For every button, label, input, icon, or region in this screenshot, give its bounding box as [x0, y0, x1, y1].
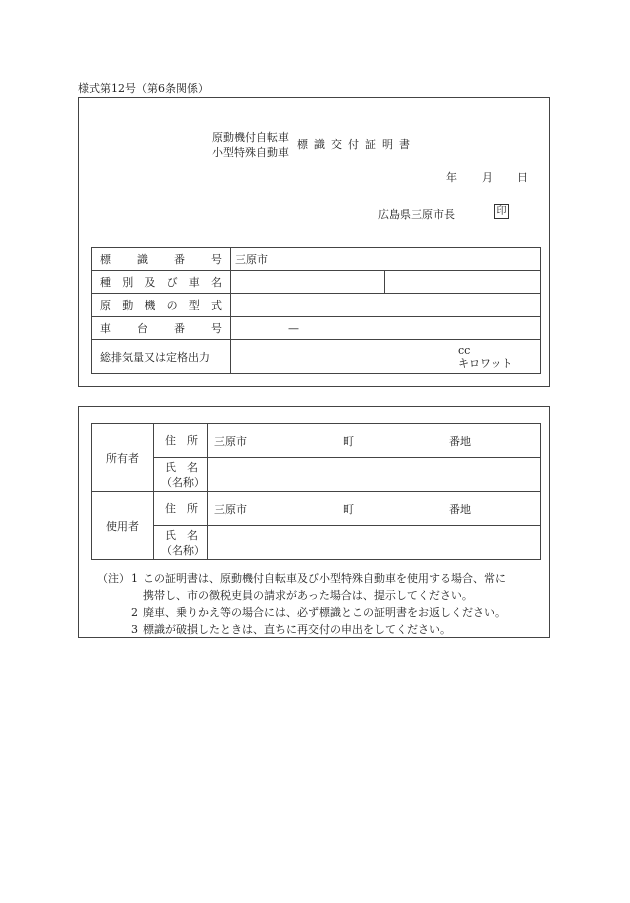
date-month: 月	[482, 171, 493, 184]
owner-label: 所有者	[92, 424, 154, 492]
label-char: 標	[100, 253, 111, 266]
note-1-num: 1	[131, 572, 138, 585]
owner-name-sub: （名称）	[161, 475, 205, 489]
unit-cc: cc	[458, 343, 471, 357]
label-engine-model	[100, 297, 222, 313]
label-char: 番	[174, 253, 185, 266]
label-char: 機	[144, 299, 156, 312]
note-3-text: 標識が破損したときは、直ちに再交付の申出をしてください。	[143, 623, 451, 636]
user-name-sub: （名称）	[161, 543, 205, 557]
label-char: 台	[137, 322, 148, 335]
form-number: 様式第12号（第6条関係）	[78, 82, 209, 95]
table-row	[92, 317, 541, 340]
note-1-cont: 携帯し、市の徴税吏員の請求があった場合は、提示してください。	[143, 589, 473, 602]
row-label	[92, 317, 231, 340]
notes	[97, 570, 506, 638]
table-row	[92, 458, 541, 492]
row-label	[92, 248, 231, 271]
issuer: 広島県三原市長	[378, 208, 455, 221]
note-1-text: この証明書は、原動機付自転車及び小型特殊自動車を使用する場合、常に	[143, 572, 506, 585]
owner-name-label	[154, 458, 208, 492]
user-name-label	[154, 526, 208, 560]
label-char: 車	[188, 276, 200, 289]
date-day: 日	[517, 171, 528, 184]
user-name-value[interactable]	[208, 526, 541, 560]
label-char: の	[166, 299, 178, 312]
engine-model-value[interactable]	[231, 294, 541, 317]
notes-prefix: （注）	[97, 572, 130, 585]
user-label: 使用者	[92, 492, 154, 560]
table-row	[92, 271, 541, 294]
label-char: 原	[100, 299, 111, 312]
user-lot: 番地	[449, 503, 471, 516]
note-1	[97, 570, 506, 587]
user-city: 三原市	[214, 503, 247, 516]
vehicle-type-special: 小型特殊自動車	[212, 146, 289, 159]
note-3-num: 3	[131, 623, 138, 636]
note-2-text: 廃車、乗りかえ等の場合には、必ず標識とこの証明書をお返しください。	[143, 606, 506, 619]
note-2	[97, 604, 506, 621]
table-row	[92, 424, 541, 458]
chassis-number-value[interactable]: —	[231, 317, 541, 340]
unit-kw: キロワット	[458, 356, 513, 370]
label-plate-number	[100, 251, 222, 267]
user-address-value[interactable]	[208, 492, 541, 526]
date-year: 年	[446, 171, 457, 184]
label-displacement: 総排気量又は定格出力	[92, 340, 231, 374]
seal-box: 印	[494, 204, 509, 219]
user-name-text: 氏 名	[165, 528, 198, 542]
vehicle-table	[91, 247, 541, 374]
table-row	[92, 492, 541, 526]
label-char: 号	[211, 253, 222, 266]
user-address-label: 住 所	[154, 492, 208, 526]
user-town: 町	[343, 503, 354, 516]
owner-town: 町	[343, 435, 354, 448]
owner-lot: 番地	[449, 435, 471, 448]
owner-address-label: 住 所	[154, 424, 208, 458]
label-char: 別	[122, 276, 134, 289]
label-char: 名	[210, 276, 222, 289]
label-type-name	[100, 274, 222, 290]
table-row	[92, 340, 541, 374]
certificate-title: 標識交付証明書	[297, 138, 416, 151]
plate-number-value[interactable]: 三原市	[231, 248, 541, 271]
owner-address-value[interactable]	[208, 424, 541, 458]
owner-name-text: 氏 名	[165, 460, 198, 474]
row-label	[92, 294, 231, 317]
label-char: 動	[122, 299, 134, 312]
label-char: 種	[100, 276, 111, 289]
vehicle-type-stack	[212, 130, 289, 160]
owner-city: 三原市	[214, 435, 247, 448]
displacement-value[interactable]	[231, 340, 541, 374]
label-char: 式	[210, 299, 222, 312]
table-row	[92, 526, 541, 560]
label-char: 型	[188, 299, 200, 312]
type-value[interactable]	[231, 271, 385, 294]
persons-table	[91, 423, 541, 560]
label-char: 車	[100, 322, 111, 335]
label-char: 識	[137, 253, 148, 266]
note-2-num: 2	[131, 606, 138, 619]
table-row	[92, 294, 541, 317]
vehicle-type-moped: 原動機付自転車	[212, 131, 289, 144]
name-value[interactable]	[385, 271, 541, 294]
row-label	[92, 271, 231, 294]
note-3	[97, 621, 506, 638]
table-row	[92, 248, 541, 271]
label-char: 及	[144, 276, 156, 289]
label-char: 番	[174, 322, 185, 335]
label-char: び	[166, 276, 178, 289]
label-char: 号	[211, 322, 222, 335]
label-chassis-number	[100, 320, 222, 336]
owner-name-value[interactable]	[208, 458, 541, 492]
